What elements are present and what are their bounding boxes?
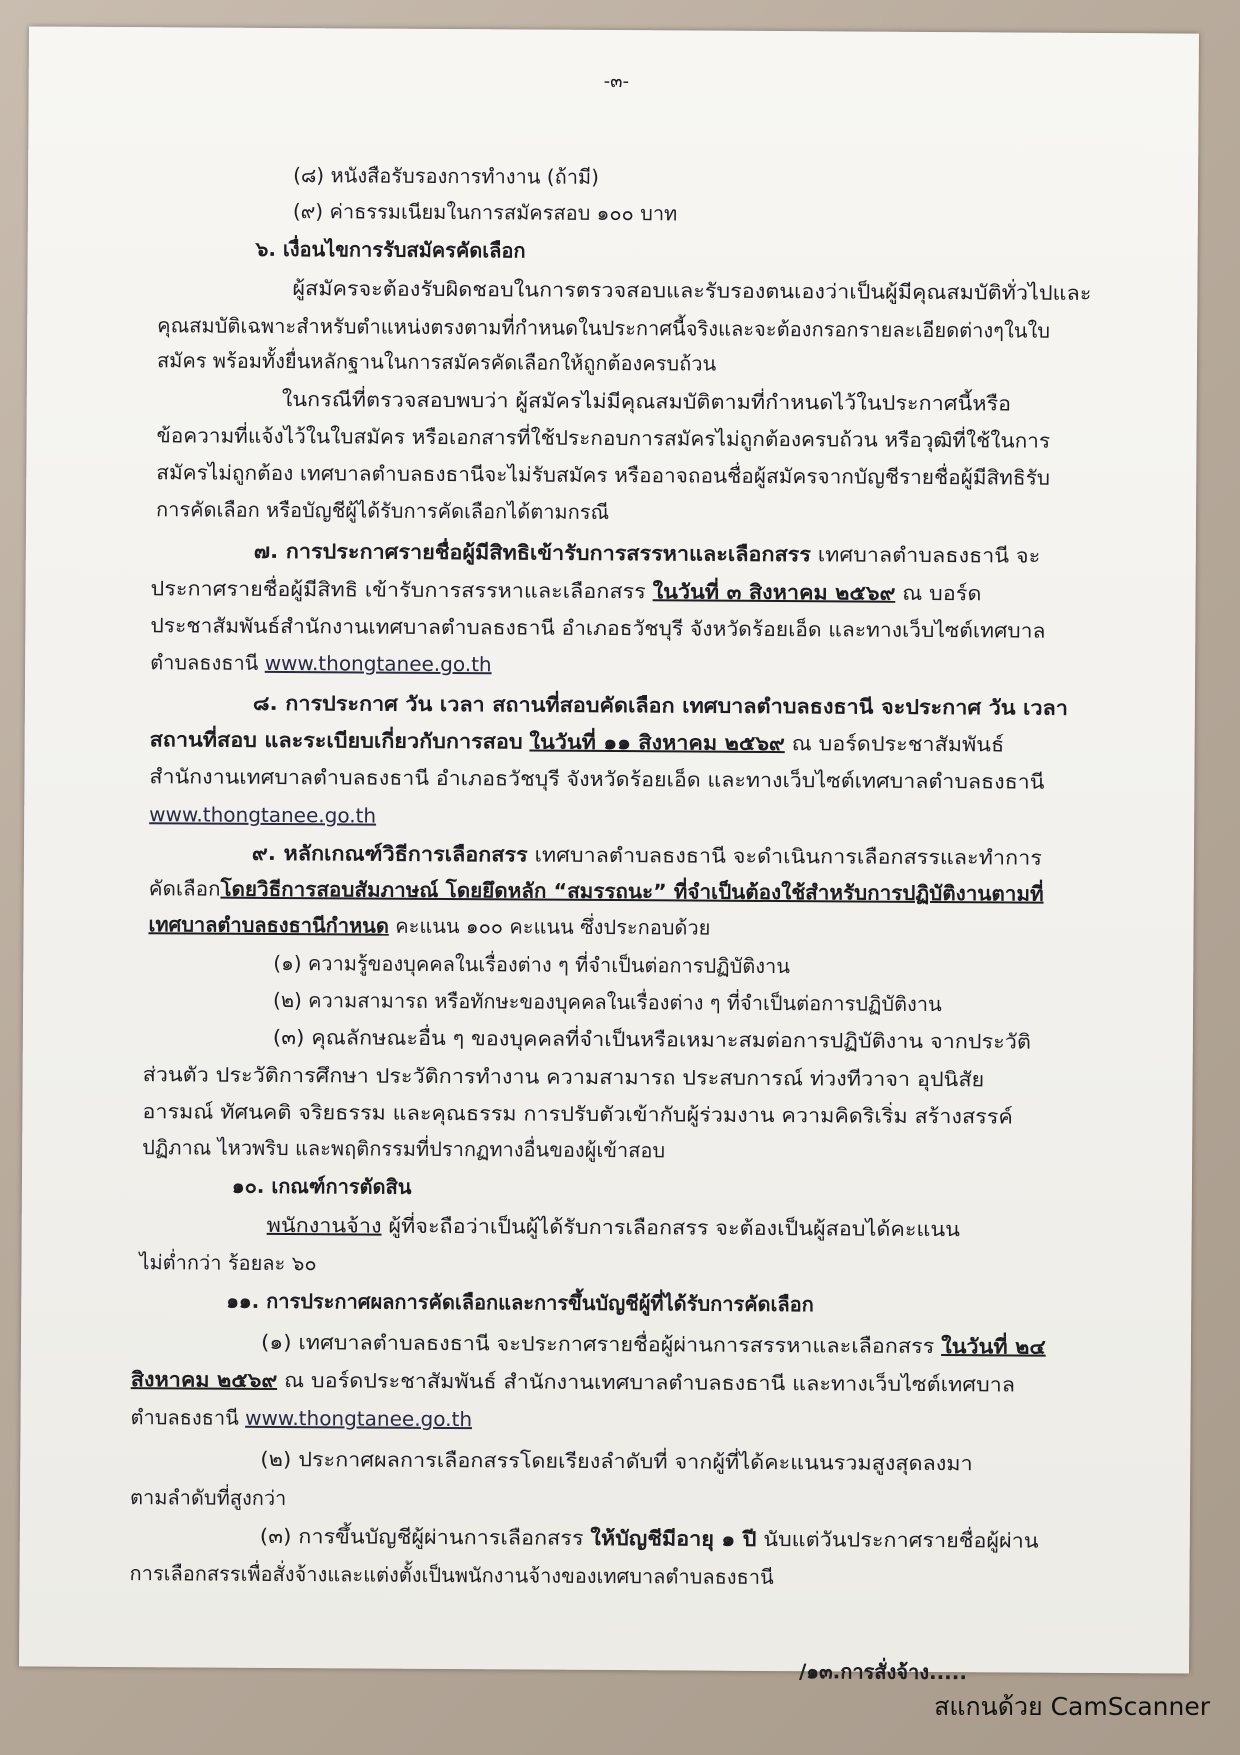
text-segment: ๑๐. เกณฑ์การตัดสิน xyxy=(231,1173,412,1199)
website-link[interactable]: www.thongtanee.go.th xyxy=(245,1405,473,1432)
text-segment: สมัครไม่ถูกต้อง เทศบาลตำบลธงธานีจะไม่รับสมัคร หรืออาจถอนชื่อผู้สมัครจากบัญชีรายชื่อผู้มีสิทธิรับ xyxy=(156,460,1051,490)
document-line xyxy=(149,761,1044,796)
text-segment: คุณสมบัติเฉพาะสำหรับตำแหน่งตรงตามที่กำหนดในประกาศนี้จริงและจะต้องกรอกรายละเอียดต่างๆในใบ xyxy=(157,313,1051,343)
document-line xyxy=(157,345,716,378)
text-segment: การเลือกสรรเพื่อสั่งจ้างและแต่งตั้งเป็นพนักงานจ้างของเทศบาลตำบลธงธานี xyxy=(129,1561,774,1590)
text-segment: ในวันที่ ๓ สิงหาคม ๒๕๖๙ xyxy=(652,579,896,605)
text-segment: ณ บอร์ดประชาสัมพันธ์ xyxy=(784,731,1005,757)
text-segment: /๑๓.การสั่งจ้าง..... xyxy=(798,1659,968,1685)
camscanner-watermark: สแกนด้วย CamScanner xyxy=(934,1692,1210,1721)
document-line xyxy=(139,1247,316,1278)
text-segment: เทศบาลตำบลธงธานีกำหนด xyxy=(148,912,389,938)
document-line xyxy=(282,384,1012,418)
document-line xyxy=(273,948,790,981)
text-segment: สมัคร พร้อมทั้งยื่นหลักฐานในการสมัครคัดเลือกให้ถูกต้องครบถ้วน xyxy=(156,348,717,376)
text-segment: สถานที่สอบ และระเบียบเกี่ยวกับการสอบ xyxy=(149,727,523,754)
text-segment: ให้บัญชีมีอายุ ๑ ปี xyxy=(590,1525,757,1551)
document-page xyxy=(19,26,1199,1685)
document-line xyxy=(156,494,609,527)
document-line xyxy=(149,799,376,830)
document-line xyxy=(232,1171,412,1202)
text-segment: ตามลำดับที่สูงกว่า xyxy=(129,1485,287,1511)
document-line xyxy=(150,724,1005,759)
text-segment: ณ บอร์ด xyxy=(895,580,982,606)
text-segment: ในกรณีที่ตรวจสอบพบว่า ผู้สมัครไม่มีคุณสมบัติตามที่กำหนดไว้ในประกาศนี้หรือ xyxy=(281,386,1012,416)
text-segment: (๓) คุณลักษณะอื่น ๆ ของบุคคลที่จำเป็นหรือเหมาะสมต่อการปฏิบัติงาน จากประวัติ xyxy=(272,1024,1032,1054)
document-line xyxy=(293,160,599,192)
text-segment: ประกาศรายชื่อผู้มีสิทธิ เข้ารับการสรรหาและเลือกสรร xyxy=(150,576,653,604)
document-line xyxy=(253,688,1068,723)
text-segment: เทศบาลตำบลธงธานี จะ xyxy=(810,542,1041,568)
document-line xyxy=(131,1364,1016,1399)
text-segment: (๒) ประกาศผลการเลือกสรรโดยเรียงลำดับที่ จากผู้ที่ได้คะแนนรวมสูงสุดลงมา xyxy=(260,1446,973,1476)
text-segment: พนักงานจ้าง xyxy=(266,1212,382,1238)
text-segment: การคัดเลือก หรือบัญชีผู้ได้รับการคัดเลือกได้ตามกรณี xyxy=(155,497,610,524)
document-line xyxy=(226,1286,814,1320)
text-segment: คะแนน ๑๐๐ คะแนน ซึ่งประกอบด้วย xyxy=(388,913,711,940)
document-line xyxy=(252,838,1042,873)
document-line xyxy=(254,536,1041,571)
text-segment: ข้อความที่แจ้งไว้ในใบสมัคร หรือเอกสารที่ใช้ประกอบการสมัครไม่ถูกต้องครบถ้วน หรือวุฒิที่ใช้ในการ xyxy=(156,423,1051,453)
text-segment: ประชาสัมพันธ์สำนักงานเทศบาลตำบลธงธานี อำเภอธวัชบุรี จังหวัดร้อยเอ็ด และทางเว็บไซต์เทศบาล xyxy=(150,613,1046,643)
text-segment: (๑) เทศบาลตำบลธงธานี จะประกาศรายชื่อผู้ผ่านการสรรหาและเลือกสรร xyxy=(260,1329,942,1359)
website-link[interactable]: www.thongtanee.go.th xyxy=(264,650,492,677)
document-line xyxy=(261,1327,1046,1362)
document-line xyxy=(260,1521,1039,1556)
text-segment: ปฏิภาณ ไหวพริบ และพฤติกรรมที่ปรากฏทางอื่นของผู้เข้าสอบ xyxy=(142,1135,666,1163)
document-line xyxy=(150,647,492,679)
text-segment: (๘) หนังสือรับรองการทำงาน (ถ้ามี) xyxy=(293,163,600,189)
text-segment: ตำบลธงธานี xyxy=(130,1405,246,1430)
text-segment: (๒) ความสามารถ หรือทักษะของบุคคลในเรื่องต่าง ๆ ที่จำเป็นต่อการปฏิบัติงาน xyxy=(273,987,942,1017)
document-line xyxy=(143,1059,985,1094)
text-segment: ๖. เงื่อนไขการรับสมัครคัดเลือก xyxy=(255,236,526,263)
document-line xyxy=(156,457,1050,492)
text-segment: ไม่ต่ำกว่า ร้อยละ ๖๐ xyxy=(139,1250,317,1276)
document-body xyxy=(29,26,1199,1685)
text-segment: ในวันที่ ๒๔ xyxy=(941,1334,1046,1359)
document-line xyxy=(129,1558,773,1592)
text-segment: ๘. การประกาศ วัน เวลา สถานที่สอบคัดเลือก เทศบาลตำบลธงธานี จะประกาศ วัน เวลา xyxy=(252,690,1068,720)
document-line xyxy=(292,273,1091,308)
text-segment: ผู้ที่จะถือว่าเป็นผู้ได้รับการเลือกสรร จะต้องเป็นผู้สอบได้คะแนน xyxy=(381,1213,961,1242)
text-segment: ๑๑. การประกาศผลการคัดเลือกและการขึ้นบัญชีผู้ที่ได้รับการคัดเลือก xyxy=(226,1288,814,1317)
text-segment: โดยวิธีการสอบสัมภาษณ์ โดยยึดหลัก “สมรรถนะ” ที่จำเป็นต้องใช้สำหรับการปฏิบัติงานตามที่ xyxy=(220,876,1044,906)
document-line xyxy=(150,573,981,608)
document-line xyxy=(273,1022,1031,1057)
page-number: -๓- xyxy=(603,70,630,93)
text-segment: นับแต่วันประกาศรายชื่อผู้ผ่าน xyxy=(756,1526,1039,1553)
text-segment: สิงหาคม ๒๕๖๙ xyxy=(130,1367,278,1392)
document-line xyxy=(148,909,710,942)
website-link[interactable]: www.thongtanee.go.th xyxy=(149,802,377,828)
text-segment: ส่วนตัว ประวัติการศึกษา ประวัติการทำงาน ความสามารถ ประสบการณ์ ท่วงทีวาจา อุปนิสัย xyxy=(142,1062,985,1092)
document-line xyxy=(799,1656,967,1687)
text-segment: คัดเลือก xyxy=(148,876,221,901)
document-line xyxy=(260,1444,973,1478)
document-line xyxy=(157,310,1050,345)
text-segment: ผู้สมัครจะต้องรับผิดชอบในการตรวจสอบและรับรองตนเองว่าเป็นผู้มีคุณสมบัติทั่วไปและ xyxy=(292,276,1092,305)
text-segment: (๑) ความรู้ของบุคคลในเรื่องต่าง ๆ ที่จำเป็นต่อการปฏิบัติงาน xyxy=(273,950,791,979)
document-line xyxy=(150,610,1045,645)
text-segment: เทศบาลตำบลธงธานี จะดำเนินการเลือกสรรและทำการ xyxy=(527,842,1042,870)
document-line xyxy=(156,420,1050,455)
text-segment: สำนักงานเทศบาลตำบลธงธานี อำเภอธวัชบุรี จังหวัดร้อยเอ็ด และทางเว็บไซต์เทศบาลตำบลธงธานี xyxy=(149,764,1045,794)
document-line xyxy=(142,1132,665,1165)
document-line xyxy=(130,1402,472,1434)
text-segment: ๙. หลักเกณฑ์วิธีการเลือกสรร xyxy=(251,840,528,867)
document-line xyxy=(142,1096,1013,1131)
text-segment: ตำบลธงธานี xyxy=(150,650,265,675)
text-segment: ๗. การประกาศรายชื่อผู้มีสิทธิเข้ารับการสรรหาและเลือกสรร xyxy=(253,538,811,567)
text-segment: อารมณ์ ทัศนคติ จริยธรรม และคุณธรรม การปรับตัวเข้ากับผู้ร่วมงาน ความคิดริเริ่ม สร้างสรรค์ xyxy=(142,1099,1013,1129)
document-line xyxy=(273,985,942,1019)
text-segment: ในวันที่ ๑๑ สิงหาคม ๒๕๖๙ xyxy=(529,729,785,756)
document-line xyxy=(293,196,678,228)
text-segment: (๓) การขึ้นบัญชีผู้ผ่านการเลือกสรร xyxy=(259,1523,591,1550)
text-segment: ณ บอร์ดประชาสัมพันธ์ สำนักงานเทศบาลตำบลธงธานี และทางเว็บไซต์เทศบาล xyxy=(277,1367,1016,1397)
document-line xyxy=(149,873,1044,908)
text-segment: (๙) ค่าธรรมเนียมในการสมัครสอบ ๑๐๐ บาท xyxy=(292,199,678,226)
document-line xyxy=(256,234,526,266)
document-line xyxy=(267,1210,960,1244)
document-line xyxy=(130,1482,286,1513)
